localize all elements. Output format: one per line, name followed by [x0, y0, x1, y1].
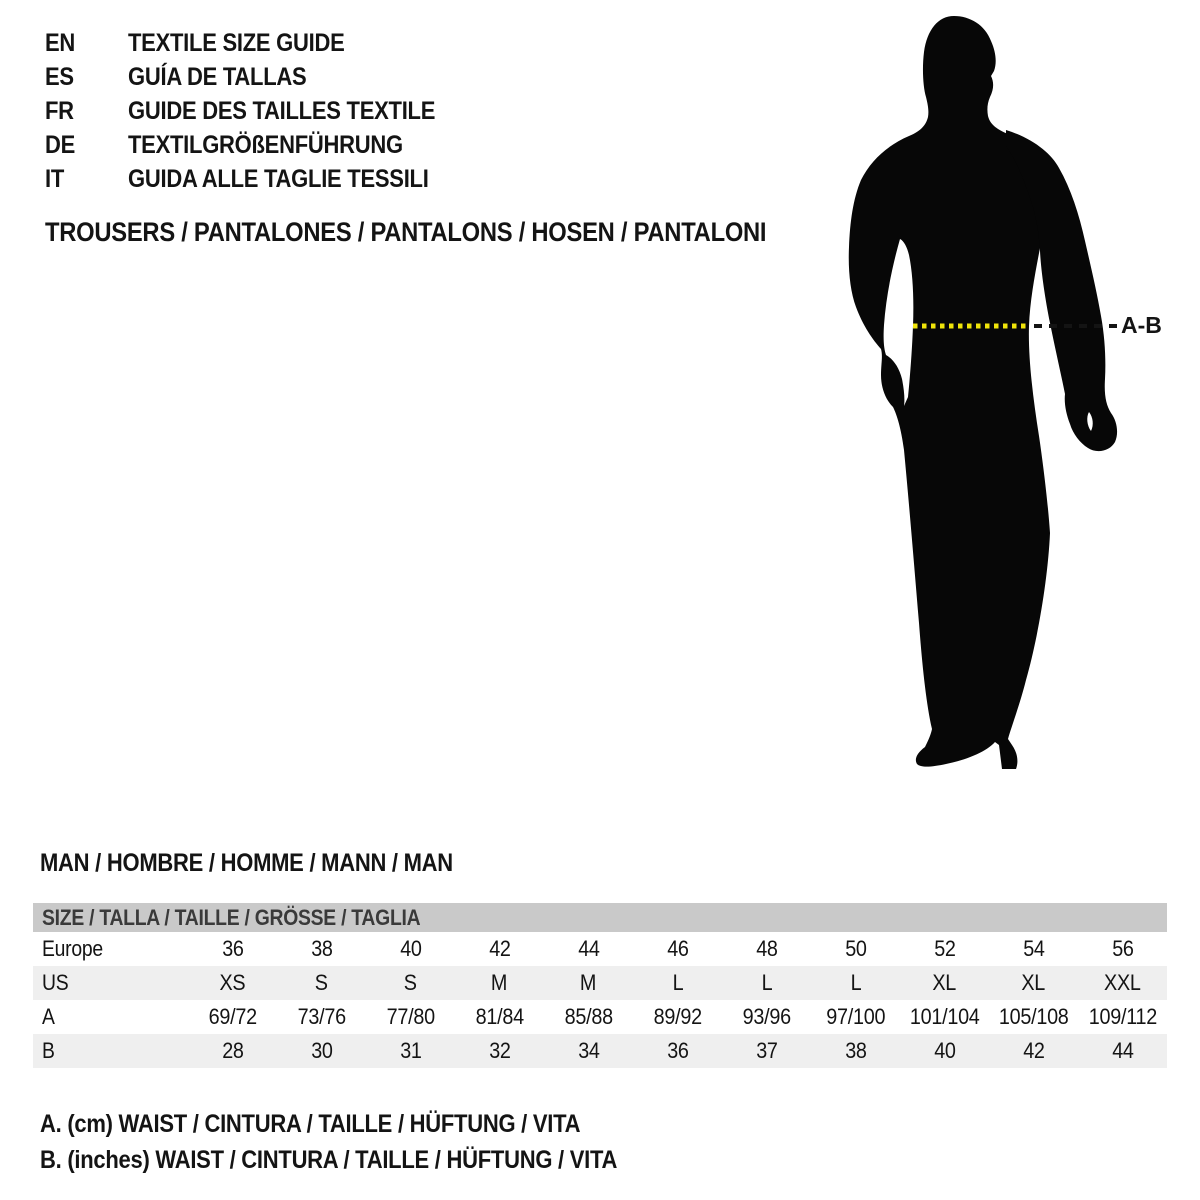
table-cell: 50	[844, 936, 867, 961]
language-title: TEXTILE SIZE GUIDE	[128, 29, 345, 57]
language-row	[45, 94, 477, 128]
table-cell: 101/104	[909, 1004, 980, 1029]
table-cell: XXL	[1104, 970, 1141, 995]
table-row	[33, 1000, 1167, 1034]
table-row	[33, 966, 1167, 1000]
table-cell: M	[580, 970, 597, 995]
language-code: ES	[45, 63, 74, 91]
table-cell: 52	[933, 936, 956, 961]
table-cell: 30	[310, 1038, 333, 1063]
table-cell: 32	[488, 1038, 511, 1063]
table-cell: 37	[755, 1038, 778, 1063]
table-row	[33, 1034, 1167, 1068]
table-row-label: B	[42, 1038, 55, 1063]
gender-title: MAN / HOMBRE / HOMME / MANN / MAN	[40, 849, 453, 877]
table-cell: L	[761, 970, 772, 995]
table-cell: XS	[219, 970, 246, 995]
table-cell: S	[315, 970, 328, 995]
table-cell: 42	[1022, 1038, 1045, 1063]
table-cell: 44	[1111, 1038, 1134, 1063]
table-cell: 31	[399, 1038, 422, 1063]
table-cell: 73/76	[297, 1004, 346, 1029]
table-cell: 56	[1111, 936, 1134, 961]
table-cell: 36	[221, 936, 244, 961]
table-cell: 109/112	[1088, 1004, 1157, 1029]
table-cell: 42	[488, 936, 511, 961]
table-cell: 34	[577, 1038, 600, 1063]
language-code: EN	[45, 29, 76, 57]
table-cell: 89/92	[653, 1004, 702, 1029]
table-cell: 46	[666, 936, 689, 961]
table-row-label: US	[42, 970, 69, 995]
language-title: GUIDE DES TAILLES TEXTILE	[128, 97, 436, 125]
note-waist-cm: A. (cm) WAIST / CINTURA / TAILLE / HÜFTUNG / VITA	[40, 1110, 581, 1138]
table-cell: M	[491, 970, 508, 995]
table-cell: 81/84	[475, 1004, 524, 1029]
table-row	[33, 932, 1167, 966]
note-waist-inches: B. (inches) WAIST / CINTURA / TAILLE / HÜFTUNG / VITA	[40, 1146, 618, 1174]
language-list	[45, 26, 477, 196]
table-cell: 48	[755, 936, 778, 961]
table-row-label: Europe	[42, 936, 103, 961]
table-cell: 38	[844, 1038, 867, 1063]
man-silhouette-figure	[838, 8, 1128, 778]
table-cell: 77/80	[386, 1004, 435, 1029]
table-cell: 105/108	[998, 1004, 1069, 1029]
language-title: GUIDA ALLE TAGLIE TESSILI	[128, 165, 429, 193]
table-cell: S	[404, 970, 417, 995]
language-row	[45, 60, 477, 94]
table-cell: XL	[1021, 970, 1046, 995]
man-silhouette	[838, 8, 1128, 778]
size-table-header: SIZE / TALLA / TAILLE / GRÖSSE / TAGLIA	[33, 903, 1167, 932]
measurement-notes	[40, 1106, 696, 1178]
measurement-label-ab: A-B	[1121, 312, 1162, 338]
language-code: DE	[45, 131, 76, 159]
category-title: TROUSERS / PANTALONES / PANTALONS / HOSEN / PANTALONI	[45, 217, 767, 247]
table-cell: 40	[933, 1038, 956, 1063]
table-cell: 36	[666, 1038, 689, 1063]
silhouette-body	[849, 16, 1054, 769]
table-cell: L	[850, 970, 861, 995]
table-cell: XL	[932, 970, 957, 995]
language-title: GUÍA DE TALLAS	[128, 63, 307, 91]
size-table	[33, 903, 1167, 1068]
table-cell: 44	[577, 936, 600, 961]
size-table-body	[33, 932, 1167, 1068]
language-title: TEXTILGRÖßENFÜHRUNG	[128, 131, 403, 159]
language-code: FR	[45, 97, 74, 125]
table-cell: 97/100	[826, 1004, 885, 1029]
table-cell: 93/96	[742, 1004, 791, 1029]
table-row-label: A	[42, 1004, 55, 1029]
table-cell: 40	[399, 936, 422, 961]
table-cell: L	[672, 970, 683, 995]
language-row	[45, 26, 477, 60]
table-cell: 28	[221, 1038, 244, 1063]
table-cell: 38	[310, 936, 333, 961]
language-row	[45, 162, 477, 196]
table-cell: 69/72	[208, 1004, 257, 1029]
language-row	[45, 128, 477, 162]
table-cell: 54	[1022, 936, 1045, 961]
table-cell: 85/88	[564, 1004, 613, 1029]
language-code: IT	[45, 165, 65, 193]
